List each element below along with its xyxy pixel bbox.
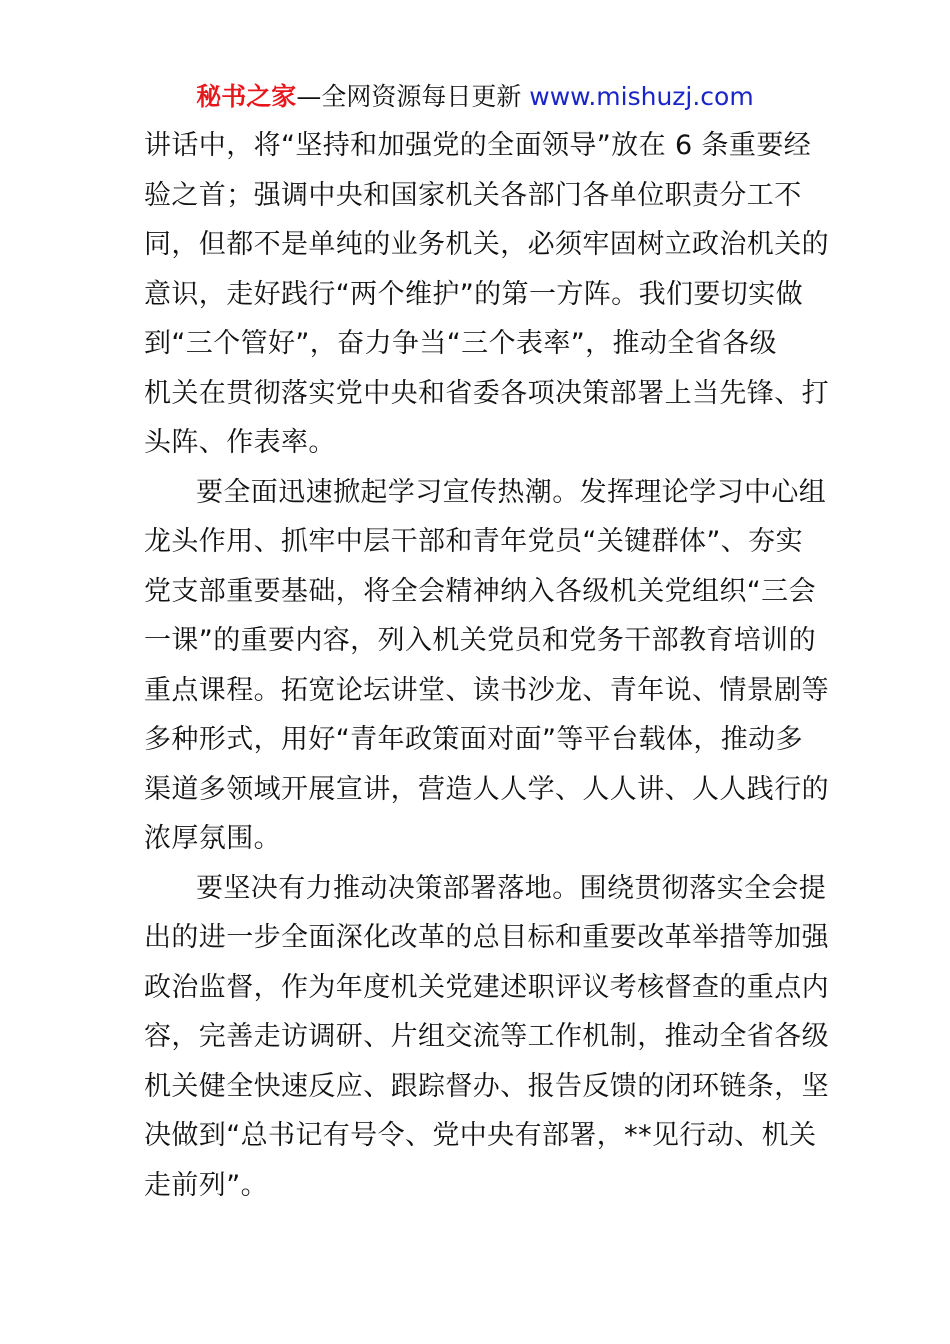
text-line: 决做到“总书记有号令、党中央有部署，**见行动、机关 (144, 1120, 817, 1151)
site-tagline: —全网资源每日更新 (296, 82, 522, 111)
text-line: 同，但都不是单纯的业务机关，必须牢固树立政治机关的 (144, 229, 829, 260)
text-line: 验之首；强调中央和国家机关各部门各单位职责分工不 (144, 179, 802, 211)
text-line: 意识，走好践行“两个维护”的第一方阵。我们要切实做 (144, 278, 803, 310)
text-line: 走前列”。 (144, 1169, 268, 1201)
text-line: 一课”的重要内容，列入机关党员和党务干部教育培训的 (144, 625, 816, 656)
site-url-link[interactable]: www.mishuzj.com (529, 82, 754, 111)
site-brand: 秘书之家 (196, 82, 297, 111)
text-line: 多种形式，用好“青年政策面对面”等平台载体，推动多 (144, 724, 803, 755)
document-body (144, 121, 829, 1210)
text-line: 党支部重要基础，将全会精神纳入各级机关党组织“三会 (144, 575, 816, 607)
text-line: 浓厚氛围。 (144, 823, 281, 854)
text-line: 重点课程。拓宽论坛讲堂、读书沙龙、青年说、情景剧等 (144, 674, 829, 706)
text-line: 容，完善走访调研、片组交流等工作机制，推动全省各级 (144, 1021, 829, 1052)
paragraph-start-line: 要全面迅速掀起学习宣传热潮。发挥理论学习中心组 (196, 476, 827, 508)
text-line: 到“三个管好”，奋力争当“三个表率”，推动全省各级 (144, 328, 777, 359)
text-line: 机关在贯彻落实党中央和省委各项决策部署上当先锋、打 (144, 377, 829, 409)
text-line: 讲话中，将“坚持和加强党的全面领导”放在 6 条重要经 (144, 130, 812, 161)
text-line: 渠道多领域开展宣讲，营造人人学、人人讲、人人践行的 (144, 773, 829, 805)
text-line: 龙头作用、抓牢中层干部和青年党员“关键群体”、夯实 (144, 526, 803, 557)
text-line: 政治监督，作为年度机关党建述职评议考核督查的重点内 (144, 971, 829, 1003)
text-line: 头阵、作表率。 (144, 427, 336, 458)
text-line: 机关健全快速反应、跟踪督办、报告反馈的闭环链条，坚 (144, 1070, 829, 1102)
paragraph-start-line: 要坚决有力推动决策部署落地。围绕贯彻落实全会提 (196, 872, 827, 904)
text-line: 出的进一步全面深化改革的总目标和重要改革举措等加强 (144, 922, 829, 953)
page-header (0, 80, 950, 114)
